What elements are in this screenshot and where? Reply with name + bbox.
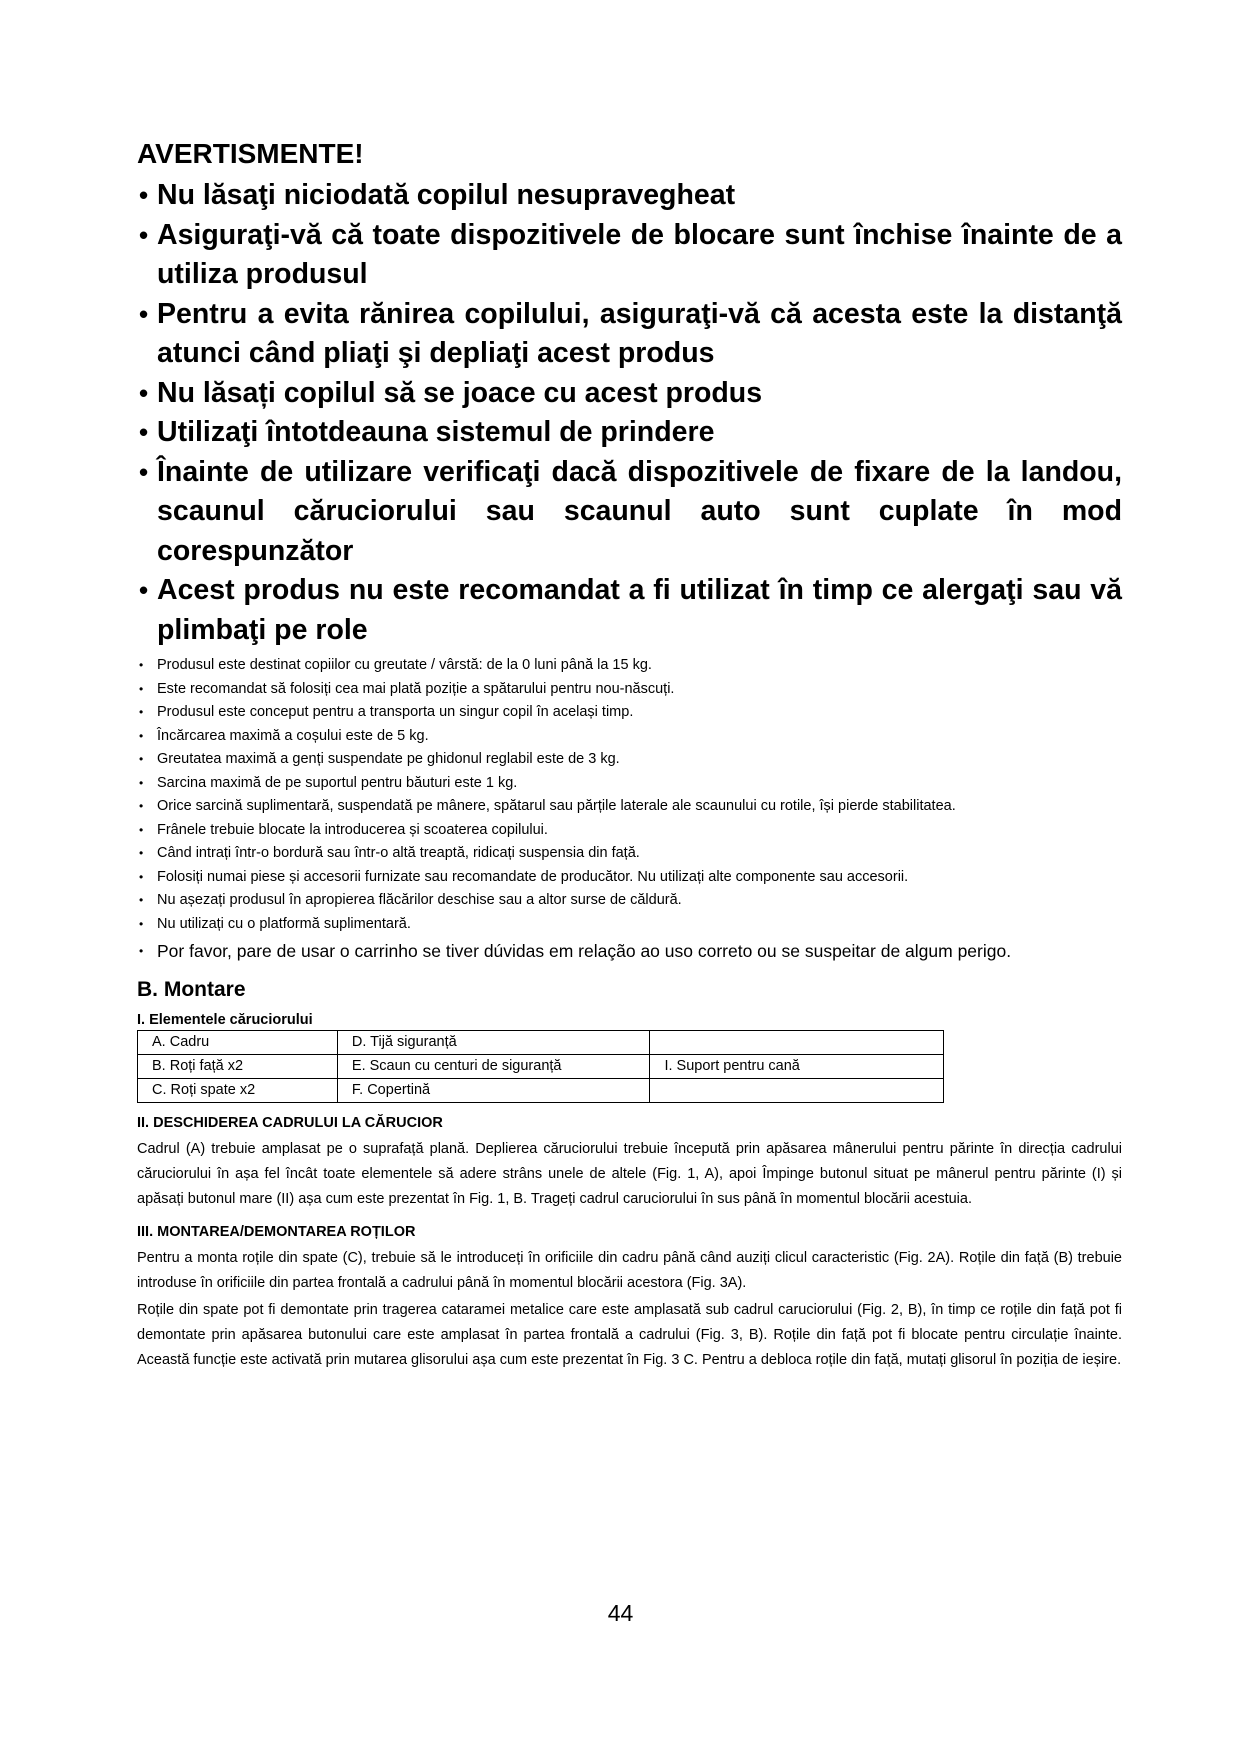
note-item: • Orice sarcină suplimentară, suspendată pe mânere, spătarul sau părțile laterale ale scaunului cu rotile, își pierde stabilitatea. <box>137 795 1122 819</box>
bullet-icon: • <box>139 705 144 719</box>
warning-item: • Asiguraţi-vă că toate dispozitivele de blocare sunt închise înainte de a utiliza produsul <box>137 216 1122 295</box>
bullet-icon: • <box>139 846 144 860</box>
section-b-title: B. Montare <box>137 978 246 1001</box>
table-row <box>138 1031 944 1055</box>
bullet-icon: • <box>139 775 144 790</box>
elements-table <box>137 1030 944 1103</box>
bullet-icon: • <box>139 417 149 447</box>
page-number: 44 <box>607 1600 634 1626</box>
opening-title: II. DESCHIDEREA CADRULUI LA CĂRUCIOR <box>137 1115 443 1131</box>
bullet-icon: • <box>139 180 149 210</box>
note-item: • Nu utilizați cu o platformă suplimentară. <box>137 913 1122 937</box>
bullet-icon: • <box>139 658 144 672</box>
bullet-icon: • <box>139 298 149 329</box>
page-content <box>137 136 1122 1373</box>
note-item: • Nu așezați produsul în apropierea flăcărilor deschise sau a altor surse de căldură. <box>137 889 1122 913</box>
note-item: • Produsul este destinat copiilor cu greutate / vârstă: de la 0 luni până la 15 kg. <box>137 654 1122 678</box>
bullet-icon: • <box>139 799 144 813</box>
table-cell <box>650 1079 944 1103</box>
wheels-paragraph-2: Roțile din spate pot fi demontate prin tragerea cataramei metalice care este amplasată sub cadrul caruciorului (Fig. 2, B), în timp ce roțile din față pot fi demontate prin apăsarea butonului care este amplasat în partea frontală a cadrului (Fig. 3, B). Roțile din față pot fi blocate pentru circulație înainte. Această funcție este activată prin mutarea glisorului așa cum este prezentat în Fig. 3 C. Pentru a debloca roțile din față, mutați glisorul în poziția de ieșire. <box>137 1302 1122 1368</box>
table-cell: A. Cadru <box>138 1031 338 1055</box>
note-item: • Este recomandat să folosiți cea mai plată poziție a spătarului pentru nou-născuți. <box>137 678 1122 702</box>
notes-list <box>137 654 1122 964</box>
table-cell: B. Roți față x2 <box>138 1055 338 1079</box>
bullet-icon: • <box>139 219 149 250</box>
wheels-title: III. MONTAREA/DEMONTAREA ROȚILOR <box>137 1224 416 1240</box>
warnings-list <box>137 176 1122 650</box>
note-item: • Încărcarea maximă a coșului este de 5 kg. <box>137 725 1122 749</box>
bullet-icon: • <box>139 728 144 743</box>
elements-title: I. Elementele căruciorului <box>137 1012 313 1028</box>
note-item: • Por favor, pare de usar o carrinho se tiver dúvidas em relação ao uso correto ou se suspeitar de algum perigo. <box>137 938 1122 964</box>
bullet-icon: • <box>139 456 149 487</box>
bullet-icon: • <box>139 752 144 766</box>
table-cell: F. Copertină <box>337 1079 650 1103</box>
bullet-icon: • <box>139 893 144 907</box>
bullet-icon: • <box>139 681 144 696</box>
note-item: • Sarcina maximă de pe suportul pentru băuturi este 1 kg. <box>137 772 1122 796</box>
table-row <box>138 1079 944 1103</box>
bullet-icon: • <box>139 869 144 884</box>
warning-item: • Pentru a evita rănirea copilului, asiguraţi-vă că acesta este la distanţă atunci când pliaţi şi depliaţi acest produs <box>137 295 1122 374</box>
table-row <box>138 1055 944 1079</box>
warning-item: • Utilizaţi întotdeauna sistemul de prindere <box>137 413 1122 453</box>
note-item: • Folosiți numai piese și accesorii furnizate sau recomandate de producător. Nu utilizați alte componente sau accesorii. <box>137 866 1122 890</box>
table-cell: C. Roți spate x2 <box>138 1079 338 1103</box>
wheels-paragraph-1: Pentru a monta roțile din spate (C), trebuie să le introduceți în orificiile din cadru până când auziți clicul caracteristic (Fig. 2A). Roțile din față (B) trebuie introduse în orificiile din partea frontală a cadrului până în momentul blocării acestora (Fig. 3A). <box>137 1250 1122 1291</box>
note-item: • Frânele trebuie blocate la introducerea și scoaterea copilului. <box>137 819 1122 843</box>
note-item: • Când intrați într-o bordură sau într-o altă treaptă, ridicați suspensia din față. <box>137 842 1122 866</box>
bullet-icon: • <box>139 575 149 605</box>
warning-item: • Acest produs nu este recomandat a fi utilizat în timp ce alergaţi sau vă plimbaţi pe role <box>137 571 1122 650</box>
note-item: • Greutatea maximă a genți suspendate pe ghidonul reglabil este de 3 kg. <box>137 748 1122 772</box>
note-item: • Produsul este conceput pentru a transporta un singur copil în același timp. <box>137 701 1122 725</box>
bullet-icon: • <box>139 916 144 931</box>
bullet-icon: • <box>139 377 149 408</box>
table-cell: E. Scaun cu centuri de siguranță <box>337 1055 650 1079</box>
warning-item: • Nu lăsaţi niciodată copilul nesupravegheat <box>137 176 1122 216</box>
warning-item: • Nu lăsați copilul să se joace cu acest produs <box>137 374 1122 414</box>
table-cell: I. Suport pentru cană <box>650 1055 944 1079</box>
table-cell: D. Tijă siguranță <box>337 1031 650 1055</box>
bullet-icon: • <box>139 944 144 958</box>
table-cell <box>650 1031 944 1055</box>
warnings-title: AVERTISMENTE! <box>137 138 364 169</box>
bullet-icon: • <box>139 822 144 837</box>
opening-paragraph: Cadrul (A) trebuie amplasat pe o suprafață plană. Deplierea căruciorului trebuie începută prin apăsarea mânerului pentru părinte în direcția cadrului căruciorului în așa fel încât toate elementele să adere strâns unele de altele (Fig. 1, A), apoi Împinge butonul situat pe mânerul pentru părinte (I) și apăsați butonul mare (II) așa cum este prezentat în Fig. 1, B. Trageți cadrul caruciorului în sus până în momentul blocării acestuia. <box>137 1141 1122 1207</box>
warning-item: • Înainte de utilizare verificaţi dacă dispozitivele de fixare de la landou, scaunul căruciorului sau scaunul auto sunt cuplate în mod corespunzător <box>137 453 1122 572</box>
